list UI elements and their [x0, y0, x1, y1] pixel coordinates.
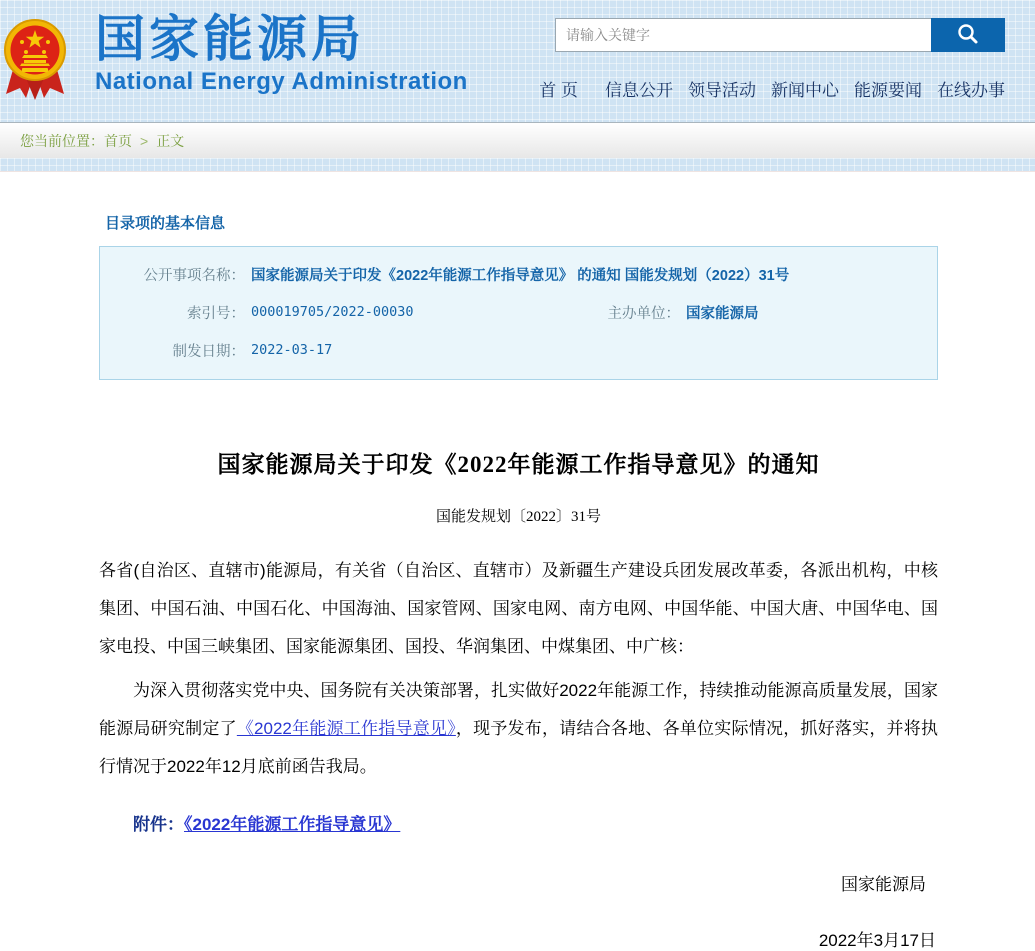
article-body	[99, 552, 938, 786]
breadcrumb	[0, 122, 1035, 158]
site-brand[interactable]	[95, 10, 468, 96]
breadcrumb-home-link[interactable]: 首页	[104, 132, 132, 149]
signature-org: 国家能源局	[841, 875, 926, 894]
info-row-date	[100, 331, 937, 369]
breadcrumb-current: 正文	[156, 132, 185, 149]
search-input[interactable]	[555, 18, 931, 52]
catalog-heading: 目录项的基本信息	[105, 215, 226, 232]
info-row-name	[100, 255, 937, 293]
header-right	[539, 18, 1005, 101]
date-value: 2022-03-17	[251, 342, 333, 358]
decorative-strip	[0, 158, 1035, 172]
paragraph2-text-pre: 为深入贯彻落实党中央、国务院有关决策部署，扎实做好2022年能源工作，持续推动能源高质量发展，国家能源局研究制定了	[99, 681, 938, 738]
nav-item-info-disclosure[interactable]: 信息公开	[605, 81, 673, 100]
info-row-index-org	[100, 293, 937, 331]
search-bar	[555, 18, 1005, 52]
index-value: 000019705/2022-00030	[251, 304, 414, 320]
article-doc-number: 国能发规划〔2022〕31号	[435, 509, 601, 525]
name-label: 公开事项名称：	[143, 267, 245, 284]
guideline-inline-link[interactable]: 《2022年能源工作指导意见》	[236, 719, 456, 738]
info-col-org	[590, 302, 937, 323]
attachment-line	[99, 806, 938, 844]
index-label: 索引号：	[187, 305, 245, 322]
info-col-index	[100, 302, 590, 323]
attachment-label: 附件：	[133, 815, 184, 834]
site-subtitle: National Energy Administration	[95, 68, 468, 95]
national-emblem-logo[interactable]	[4, 8, 66, 108]
nav-item-online-service[interactable]: 在线办事	[937, 81, 1005, 100]
nav-item-leader-activities[interactable]: 领导活动	[688, 81, 756, 100]
paragraph2-text-post: ，现予发布，请结合各地、各单位实际情况，抓好落实，并将执行情况于2022年12月底前函告我局。	[99, 719, 939, 776]
breadcrumb-separator: >	[140, 132, 149, 149]
signature-block	[99, 870, 938, 951]
main-nav	[539, 76, 1005, 101]
org-label: 主办单位：	[607, 305, 680, 322]
attachment-link[interactable]: 《2022年能源工作指导意见》	[184, 815, 401, 834]
search-button[interactable]	[931, 18, 1005, 52]
article-title: 国家能源局关于印发《2022年能源工作指导意见》的通知	[217, 452, 820, 477]
breadcrumb-prefix: 您当前位置：	[20, 132, 104, 149]
name-value: 国家能源局关于印发《2022年能源工作指导意见》 的通知 国能发规划（2022）31号	[251, 267, 790, 284]
date-label: 制发日期：	[172, 343, 245, 360]
site-title: 国家能源局	[95, 11, 365, 67]
nav-item-home[interactable]: 首 页	[539, 81, 578, 100]
article-paragraph-recipients: 各省(自治区、直辖市)能源局，有关省（自治区、直辖市）及新疆生产建设兵团发展改革委，各派出机构，中核集团、中国石油、中国石化、中国海油、国家管网、国家电网、南方电网、中国华能、中国大唐、中国华电、国家电投、中国三峡集团、国家能源集团、国投、华润集团、中煤集团、中广核：	[99, 561, 938, 656]
article-paragraph-main	[99, 672, 938, 786]
nav-item-news-center[interactable]: 新闻中心	[771, 81, 839, 100]
org-value: 国家能源局	[686, 305, 759, 322]
catalog-info-box	[99, 246, 938, 380]
nav-item-energy-news[interactable]: 能源要闻	[854, 81, 922, 100]
search-icon	[955, 21, 981, 50]
site-header	[0, 0, 1035, 122]
signature-date: 2022年3月17日	[818, 931, 936, 950]
main-content	[0, 212, 1035, 951]
